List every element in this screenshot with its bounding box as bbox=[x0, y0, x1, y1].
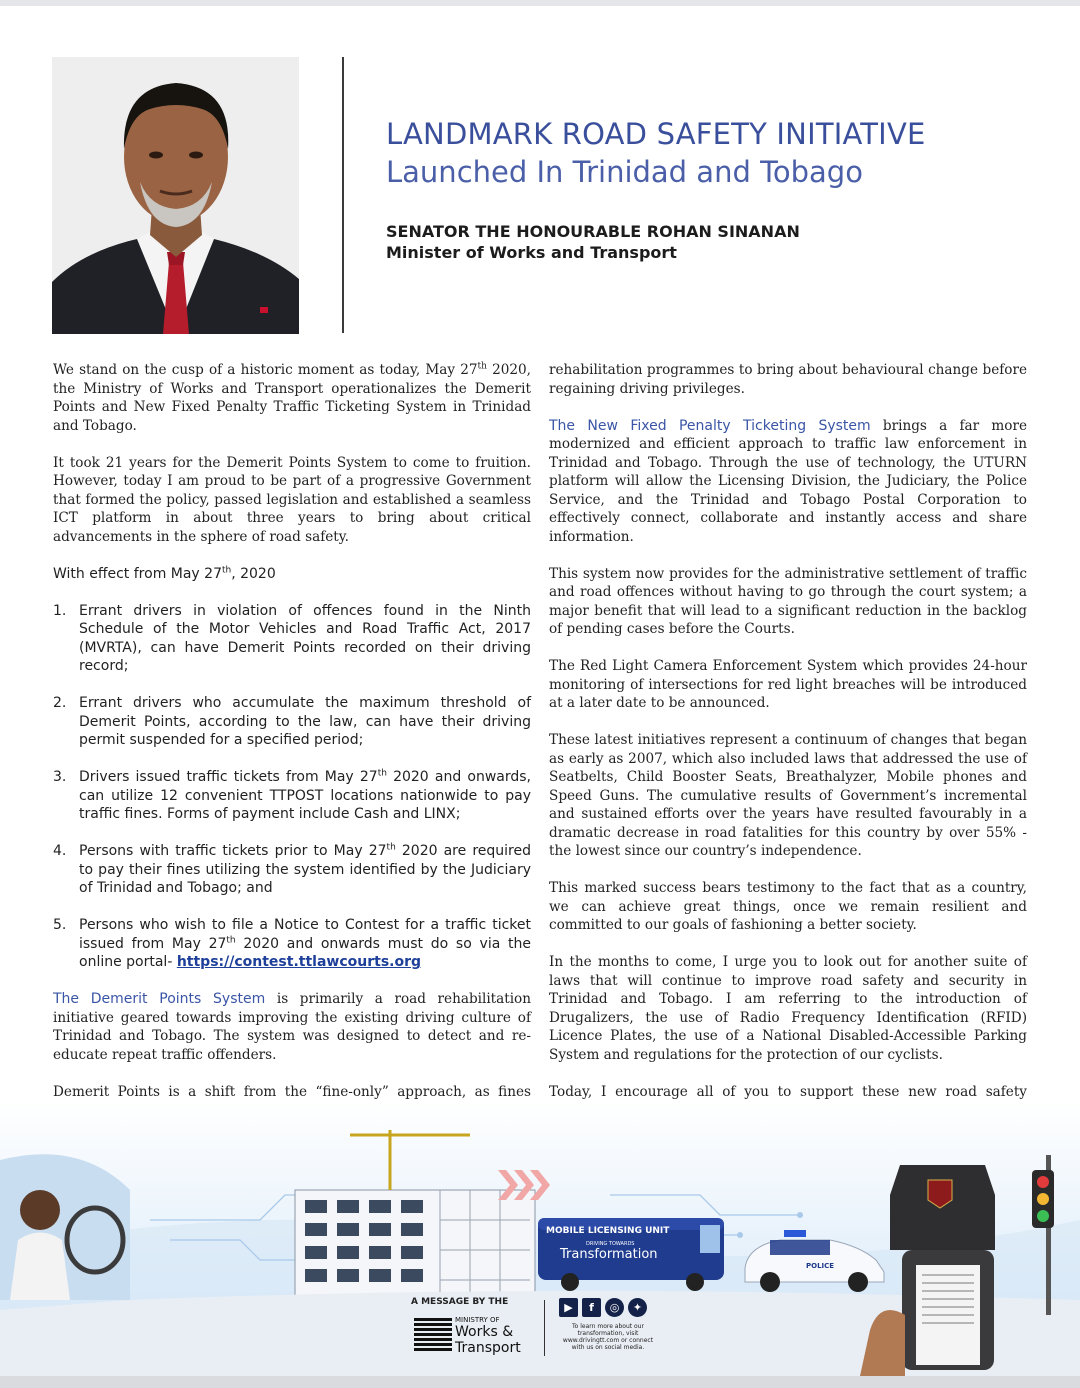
facebook-icon[interactable]: f bbox=[582, 1298, 601, 1317]
list-item: 1. Errant drivers in violation of offences found in the Ninth Schedule of the Motor Vehicles and Road Traffic Act, 2017 (MVRTA), can have Demerit Points recorded on their driving record; bbox=[53, 602, 531, 674]
svg-text:DRIVING TOWARDS: DRIVING TOWARDS bbox=[586, 1241, 635, 1247]
learn-more-text: To learn more about our transformation, visit www.drivingtt.com or connect with us on social media. bbox=[562, 1323, 654, 1351]
closing-paragraph: Today, I encourage all of you to support these new road safety bbox=[549, 1083, 1027, 1100]
ministry-logo: MINISTRY OF Works & Transport bbox=[414, 1314, 536, 1358]
bottom-border bbox=[0, 1376, 1080, 1388]
demerit-heading: The Demerit Points System bbox=[53, 991, 266, 1007]
author-role: Minister of Works and Transport bbox=[386, 243, 677, 262]
message-by-label: A MESSAGE BY THE bbox=[411, 1297, 509, 1307]
intro-paragraph: We stand on the cusp of a historic moment as today, May 27th 2020, the Ministry of Works and Transport operationalizes the Demerit Points and New Fixed Penalty Traffic Ticketing System in Trinidad and Tobago. bbox=[53, 361, 531, 434]
portrait-illustration bbox=[52, 57, 299, 334]
success-paragraph: This marked success bears testimony to the fact that as a country, we can achieve great things, once we remain resilient and committed to our goals of fashioning a better society. bbox=[549, 880, 1027, 933]
list-item: 3. Drivers issued traffic tickets from May 27th 2020 and onwards, can utilize 12 convenient TTPOST locations nationwide to pay traffic fines. Forms of payment include Cash and LINX; bbox=[53, 768, 531, 822]
footer-illustration bbox=[0, 1100, 1080, 1376]
twitter-icon[interactable]: ✦ bbox=[628, 1298, 647, 1317]
effect-date-line: With effect from May 27th, 2020 bbox=[53, 564, 276, 582]
contest-portal-link[interactable]: https://contest.ttlawcourts.org bbox=[176, 954, 422, 970]
instagram-icon[interactable]: ◎ bbox=[605, 1298, 624, 1317]
ticketing-heading: The New Fixed Penalty Ticketing System bbox=[549, 417, 871, 434]
continuation-paragraph: rehabilitation programmes to bring about behavioural change before regaining driving privileges. bbox=[549, 362, 1027, 397]
right-column bbox=[549, 361, 1027, 1175]
camera-paragraph: The Red Light Camera Enforcement System which provides 24-hour monitoring of intersections for red light breaches will be introduced at a later date to be announced. bbox=[549, 658, 1027, 711]
footer-divider bbox=[544, 1300, 545, 1356]
measures-list bbox=[53, 602, 531, 972]
logo-stripes-icon bbox=[414, 1318, 452, 1354]
shift-paragraph: Demerit Points is a shift from the “fine-only” approach, as fines bbox=[53, 1083, 531, 1100]
driver-figure bbox=[0, 1154, 130, 1300]
list-item: 5. Persons who wish to file a Notice to Contest for a traffic ticket issued from May 27th 2020 and onwards must do so via the online portal- https://contest.ttlawcourts.org bbox=[53, 917, 531, 970]
future-laws-paragraph: In the months to come, I urge you to look out for another suite of laws that will continue to improve road safety and security in Trinidad and Tobago. I am referring to the introduction of Drugalizers, the use of Radio Frequency Identification (RFID) Licence Plates, the use of a National Disabled-Accessible Parking System and regulations for the protection of our cyclists. bbox=[549, 954, 1027, 1063]
admin-paragraph: This system now provides for the administrative settlement of traffic and road offences without having to go through the court system; a major benefit that will lead to a significant reduction in the backlog of pending cases before the Courts. bbox=[549, 565, 1027, 637]
svg-text:Transformation: Transformation bbox=[560, 1247, 658, 1262]
list-item: 4. Persons with traffic tickets prior to May 27th 2020 are required to pay their fines utilizing the system identified by the Judiciary of Trinidad and Tobago; and bbox=[53, 842, 532, 896]
article-subtitle: Launched In Trinidad and Tobago bbox=[386, 155, 863, 189]
demerit-paragraph: The Demerit Points System is primarily a road rehabilitation initiative geared towards improving the existing driving culture of Trinidad and Tobago. The system was designed to detect and re-educate repeat traffic offenders. bbox=[53, 991, 531, 1063]
initiatives-paragraph: These latest initiatives represent a continuum of changes that began as early as 2007, which also included laws that addressed the use of Seatbelts, Child Booster Seats, Breathalyzer, Mobile phones and Speed Guns. The cumulative results of Government’s incremental and sustained efforts over the years have resulted favourably in a dramatic decrease in road fatalities for this country by over 55% - the lowest since our country’s independence. bbox=[549, 732, 1027, 859]
history-paragraph: It took 21 years for the Demerit Points System to come to fruition. However, today I am proud to be part of a progressive Government that formed the policy, passed legislation and established a seamless ICT platform in about three years to bring about critical advancements in the sphere of road safety. bbox=[53, 454, 531, 545]
minister-portrait bbox=[52, 57, 299, 334]
svg-text:POLICE: POLICE bbox=[806, 1262, 835, 1270]
social-links bbox=[559, 1298, 647, 1317]
header-divider bbox=[342, 57, 344, 333]
left-column bbox=[53, 361, 531, 1194]
ticketing-paragraph: The New Fixed Penalty Ticketing System brings a far more modernized and efficient approach to traffic law enforcement in Trinidad and Tobago. Through the use of technology, the UTURN platform will allow the Licensing Division, the Judiciary, the Police Service, and the Trinidad and Tobago Postal Corporation to effectively connect, collaborate and instantly access and share information. bbox=[549, 417, 1027, 545]
top-border bbox=[0, 0, 1080, 6]
author-name: SENATOR THE HONOURABLE ROHAN SINANAN bbox=[386, 222, 800, 241]
youtube-icon[interactable]: ▶ bbox=[559, 1298, 578, 1317]
article-title: LANDMARK ROAD SAFETY INITIATIVE bbox=[386, 117, 926, 151]
svg-text:MOBILE LICENSING UNIT: MOBILE LICENSING UNIT bbox=[546, 1226, 670, 1236]
list-item: 2. Errant drivers who accumulate the maximum threshold of Demerit Points, according to the law, can have their driving permit suspended for a specified period; bbox=[53, 695, 531, 748]
